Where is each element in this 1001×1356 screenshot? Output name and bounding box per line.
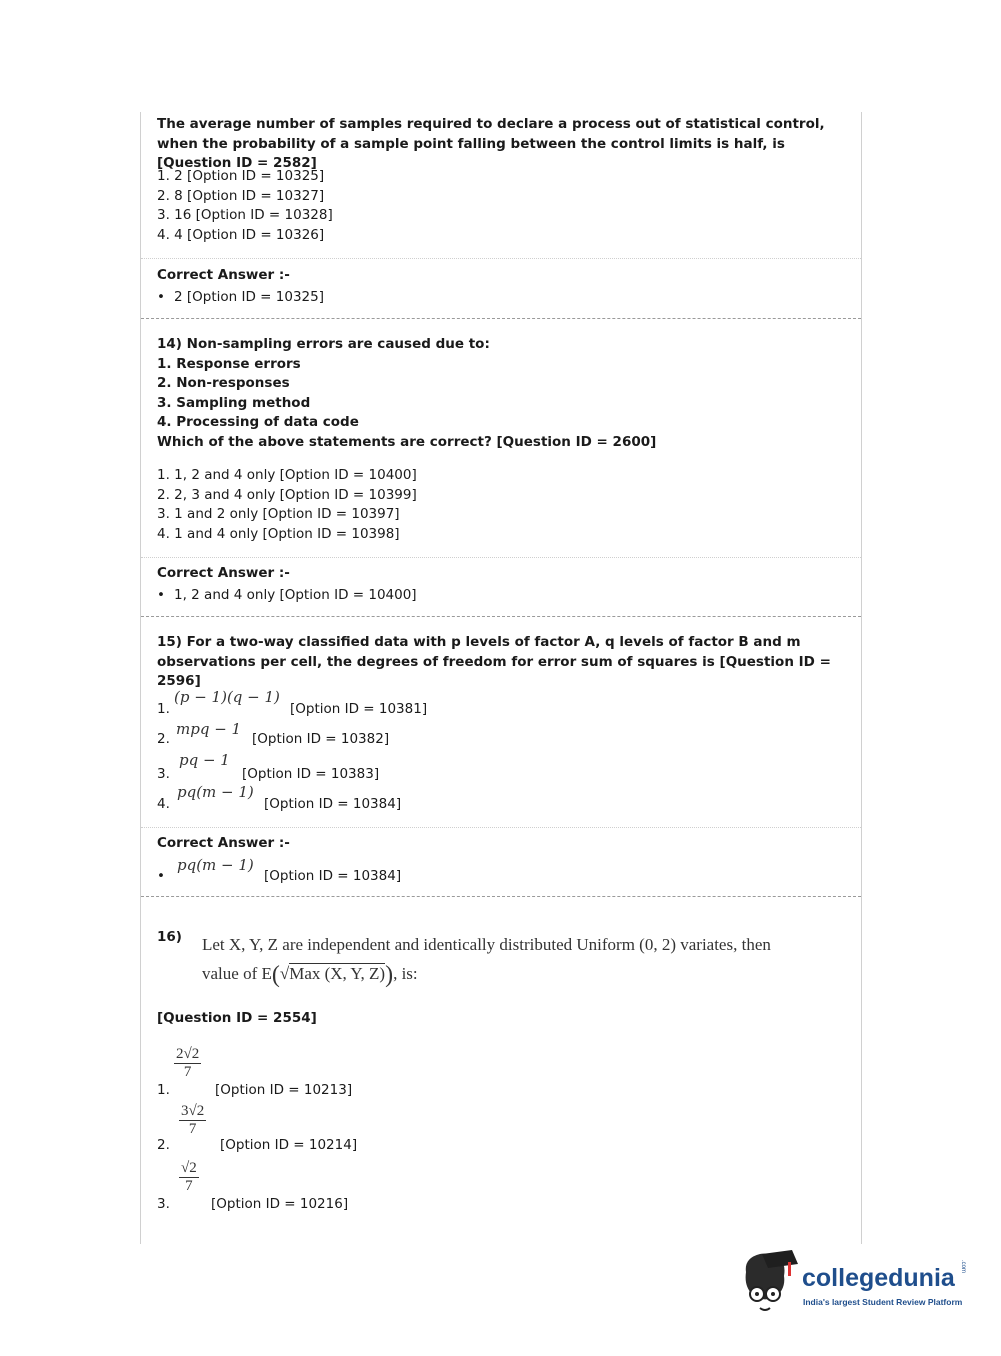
brand-tagline: India's largest Student Review Platform — [803, 1297, 963, 1307]
question-13-text: The average number of samples required to declare a process out of statistical control, when the probability of a sample point falling between the control limits is half, is [Question ID = 2582] — [157, 116, 825, 171]
divider — [141, 258, 861, 259]
frame-border-left — [140, 112, 141, 1244]
question-13-options — [157, 167, 847, 245]
mascot-icon — [740, 1250, 800, 1316]
option: 3. 1 and 2 only [Option ID = 10397] — [157, 506, 400, 522]
option: 2. 8 [Option ID = 10327] — [157, 187, 325, 204]
option: 1. 1, 2 and 4 only [Option ID = 10400] — [157, 467, 417, 483]
question-15-text: 15) For a two-way classified data with p levels of factor A, q levels of factor B and m observations per cell, the degrees of freedom for error sum of squares is [Question ID = 2596] — [157, 634, 831, 689]
question-14-text: 14) Non-sampling errors are caused due to: 1. Response errors 2. Non-responses 3. Sampling method 4. Processing of data code Which of the above statements are correct? [Question ID = 2600] — [157, 336, 657, 450]
fraction: $\frac{2√2}{7}$ — [176, 1046, 200, 1080]
option: 2. 2, 3 and 4 only [Option ID = 10399] — [157, 486, 417, 503]
brand-suffix: .com — [960, 1260, 966, 1274]
question-separator — [141, 318, 861, 319]
sqrt-icon: √ — [279, 964, 290, 983]
frame-border-right — [861, 112, 862, 1244]
question-14-options — [157, 466, 847, 544]
question-16-line-2: value of E(√Max (X, Y, Z)), is: — [202, 962, 418, 988]
option: 4. 4 [Option ID = 10326] — [157, 226, 325, 243]
question-16-line-1: Let X, Y, Z are independent and identically distributed Uniform (0, 2) variates, then — [202, 935, 771, 954]
divider — [141, 557, 861, 558]
document-page: The average number of samples required to declare a process out of statistical control, when the probability of a sample point falling between the control limits is half, is [Question ID = 2582] 1. 2 [Option ID = 10325] 2. 8 [Option ID = 10327] 3. 16 [Option ID = 10328] 4. 4 [Option ID = 10326] Correct Answer :- • 2 [Option ID = 10325] 14) Non-sampling errors are caused due to: 1. Response errors 2. Non-responses 3. Sampling method 4. Processing of data code Which of the above statements are correct? [Question ID = 2600] 1. 1, 2 and 4 only [Option ID = 10400] 2. 2, 3 and 4 only [Option ID = 10399] 3. 1 and 2 only [Option ID = 10397] 4. 1 and 4 only [Option ID = 10398] Correct Answer :- • 1, 2 and 4 only [Option ID = 10400] 15) For a two-way classified data with p levels of factor A, q levels of factor B and m observations per cell, the degrees of freedom for error sum of squares is [Question ID = 2596] 1. (p − 1)(q − 1) [Option ID = 10381] 2. mpq − 1 [Option ID = 10382] 3. pq − 1 [Option ID = 10383] 4. pq(m − 1) [Option ID = 10384] Correct Answer :- • pq(m − 1) [Option ID = 10384] 16) Let X, Y, Z are independent and identically distributed Uniform (0, 2) variates, then value of E(√Max (X, Y, Z)), is: [Question ID = 2554] 1. $\frac{2√2}{7}$ [Option ID = 10213] 2. $\frac{3√2}{7}$ [Option ID = 10214] 3. $\frac{√2}{7}$ [Option ID = 10216] collegedunia .com India's largest Student Review Platform — [0, 0, 1001, 1356]
correct-answer-label: Correct Answer :- — [157, 267, 290, 283]
correct-answer-label: Correct Answer :- — [157, 565, 290, 581]
correct-answer: • 1, 2 and 4 only [Option ID = 10400] — [157, 587, 417, 603]
fraction: $\frac{√2}{7}$ — [181, 1160, 197, 1194]
fraction: $\frac{3√2}{7}$ — [181, 1103, 205, 1137]
divider — [141, 827, 861, 828]
correct-answer: • 2 [Option ID = 10325] — [157, 289, 324, 305]
brand-name: collegedunia — [802, 1264, 955, 1292]
question-separator — [141, 896, 861, 897]
option: 3. 16 [Option ID = 10328] — [157, 207, 333, 223]
correct-answer-label: Correct Answer :- — [157, 835, 290, 851]
option: 4. 1 and 4 only [Option ID = 10398] — [157, 525, 400, 542]
question-separator — [141, 616, 861, 617]
question-16-id: [Question ID = 2554] — [157, 1010, 317, 1026]
option: 1. 2 [Option ID = 10325] — [157, 168, 325, 184]
question-16-number: 16) — [157, 929, 182, 945]
collegedunia-logo — [740, 1250, 970, 1320]
